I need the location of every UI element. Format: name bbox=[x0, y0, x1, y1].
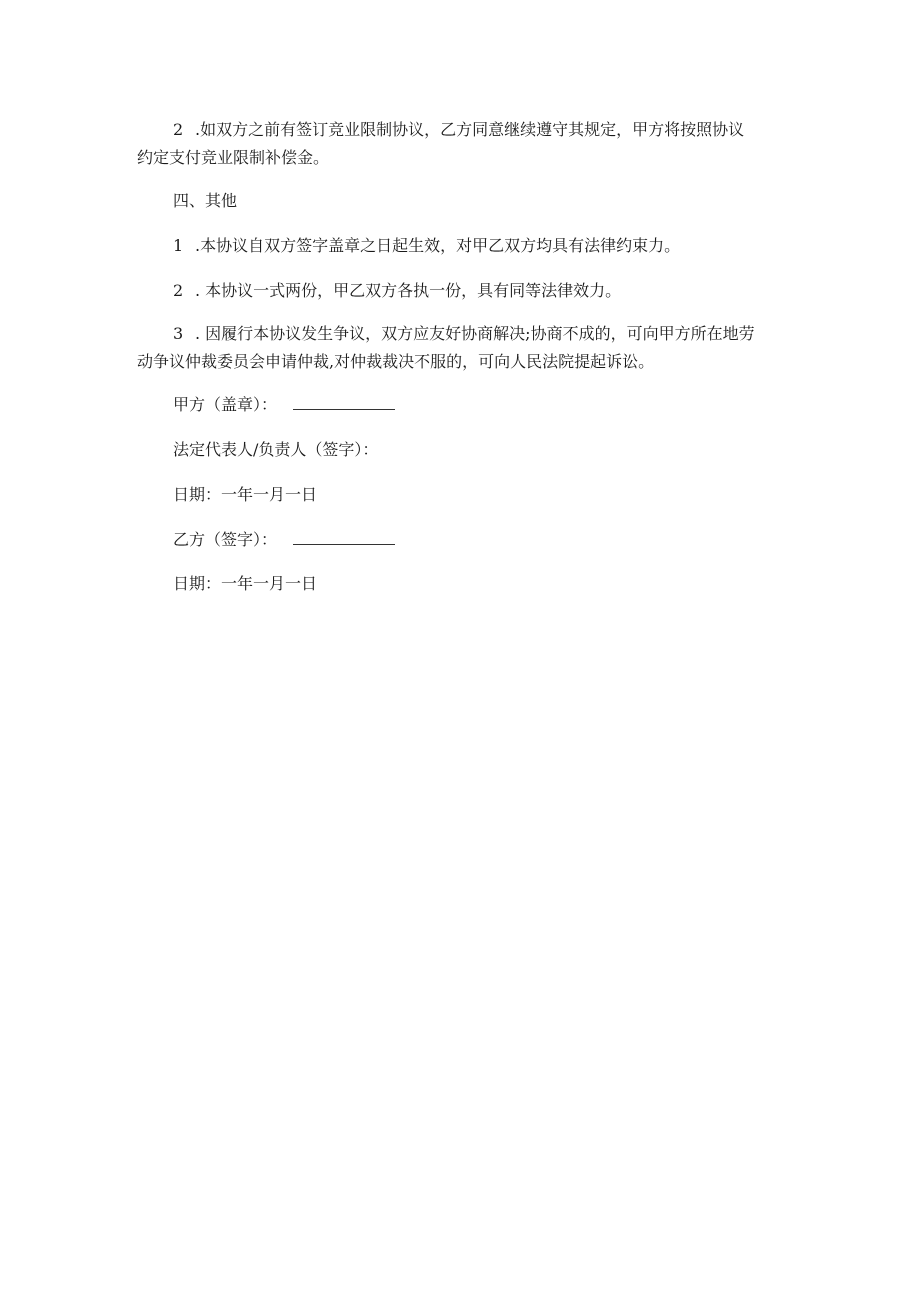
date-1-label: 日期：一年一月一日 bbox=[173, 485, 318, 504]
section-4-item-3 bbox=[137, 320, 783, 376]
item-2-line bbox=[137, 277, 783, 305]
date-2-label: 日期：一年一月一日 bbox=[173, 574, 318, 593]
clause-2-noncompete bbox=[137, 116, 783, 172]
section-4-item-1 bbox=[137, 232, 783, 260]
item-3-line1 bbox=[137, 320, 783, 348]
clause-number: 2 bbox=[173, 281, 184, 300]
party-b-signature-line bbox=[293, 530, 395, 545]
clause-number: 3 bbox=[173, 324, 184, 343]
party-a-signature-line bbox=[293, 395, 395, 410]
party-a-signature bbox=[137, 391, 819, 419]
clause-number: 2 bbox=[173, 120, 184, 139]
party-b-signature bbox=[137, 526, 819, 554]
section-4-heading: 四、其他 bbox=[173, 191, 238, 210]
clause-2-line1 bbox=[137, 116, 783, 144]
clause-text: .如双方之前有签订竞业限制协议，乙方同意继续遵守其规定，甲方将按照协议 bbox=[195, 120, 745, 139]
party-b-label: 乙方（签字）： bbox=[173, 530, 278, 549]
clause-number: 1 bbox=[173, 236, 184, 255]
section-4-item-2 bbox=[137, 277, 783, 305]
party-a-label: 甲方（盖章）： bbox=[173, 395, 278, 414]
legal-rep-label: 法定代表人/负责人（签字）： bbox=[173, 440, 379, 459]
clause-2-line2: 约定支付竞业限制补偿金。 bbox=[137, 148, 330, 167]
clause-text: . 本协议一式两份，甲乙双方各执一份，具有同等法律效力。 bbox=[195, 281, 622, 300]
clause-text: .本协议自双方签字盖章之日起生效，对甲乙双方均具有法律约束力。 bbox=[195, 236, 681, 255]
item-1-line bbox=[137, 232, 783, 260]
clause-text: . 因履行本协议发生争议，双方应友好协商解决;协商不成的，可向甲方所在地劳 bbox=[195, 324, 755, 343]
item-3-line2: 动争议仲裁委员会申请仲裁,对仲裁裁决不服的，可向人民法院提起诉讼。 bbox=[137, 352, 655, 371]
